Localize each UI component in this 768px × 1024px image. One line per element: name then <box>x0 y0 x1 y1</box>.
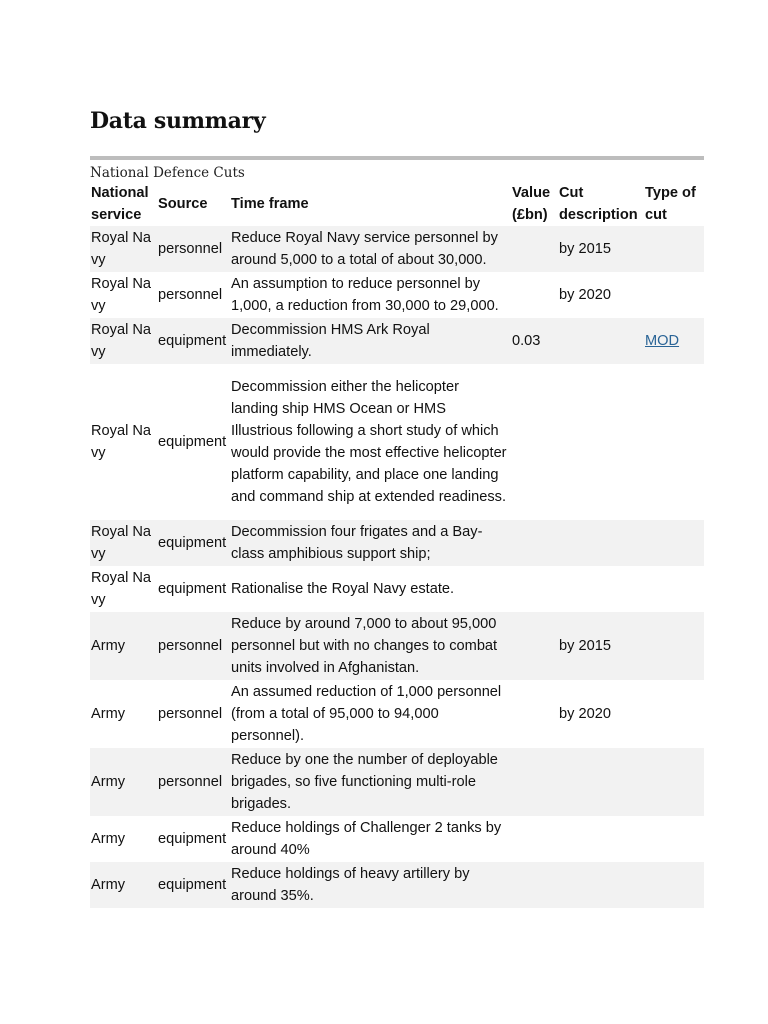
cell-national-service: Royal Navy <box>91 570 152 608</box>
table-row <box>90 862 704 908</box>
cell-type-of-cut <box>644 566 704 612</box>
column-header-time-frame: Time frame <box>231 196 309 212</box>
cell-time-frame: Decommission HMS Ark Royal immediately. <box>231 322 430 360</box>
cell-national-service: Royal Navy <box>91 276 152 314</box>
cell-national-service: Army <box>91 877 126 893</box>
cell-type-of-cut <box>644 612 704 680</box>
cell-time-frame: An assumption to reduce personnel by 1,000, a reduction from 30,000 to 29,000. <box>231 276 499 314</box>
data-table-container <box>90 156 704 908</box>
cell-cut-description: by 2015 <box>559 241 611 257</box>
table-row <box>90 748 704 816</box>
page-title: Data summary <box>90 108 266 134</box>
cell-cut-description <box>558 862 644 908</box>
table-caption: National Defence Cuts <box>90 165 245 181</box>
cell-national-service: Royal Navy <box>91 230 152 268</box>
cell-national-service: Army <box>91 638 126 654</box>
cell-time-frame: Reduce Royal Navy service personnel by around 5,000 to a total of about 30,000. <box>231 230 498 268</box>
cell-time-frame: Decommission either the helicopter landing ship HMS Ocean or HMS Illustrious following a short study of which would provide the most effective helicopter platform capability, and place one landing and command ship at extended readiness. <box>231 379 507 505</box>
cell-value <box>511 612 558 680</box>
cell-type-of-cut <box>644 816 704 862</box>
cell-source: personnel <box>158 287 223 303</box>
table-row <box>90 816 704 862</box>
table-header-row <box>90 182 704 226</box>
cell-value <box>511 364 558 520</box>
cell-time-frame: Reduce holdings of Challenger 2 tanks by around 40% <box>231 820 502 858</box>
cell-value <box>511 226 558 272</box>
cell-source: equipment <box>158 831 227 847</box>
table-row <box>90 364 704 520</box>
cell-time-frame: An assumed reduction of 1,000 personnel (from a total of 95,000 to 94,000 personnel). <box>231 684 502 744</box>
table-row <box>90 226 704 272</box>
table-body <box>90 226 704 908</box>
cell-time-frame: Decommission four frigates and a Bay-class amphibious support ship; <box>231 524 483 562</box>
cell-value <box>511 680 558 748</box>
cell-national-service: Royal Navy <box>91 423 152 461</box>
column-header-type-of-cut: Type of cut <box>645 185 696 223</box>
table-row <box>90 680 704 748</box>
cell-value <box>511 520 558 566</box>
cell-source: equipment <box>158 434 227 450</box>
cell-time-frame: Reduce holdings of heavy artillery by around 35%. <box>231 866 470 904</box>
cell-cut-description <box>558 520 644 566</box>
cell-national-service: Army <box>91 831 126 847</box>
cell-type-of-cut <box>644 318 704 364</box>
table-row <box>90 520 704 566</box>
column-header-value: Value (£bn) <box>512 185 551 223</box>
cell-cut-description <box>558 566 644 612</box>
cell-time-frame: Rationalise the Royal Navy estate. <box>231 581 455 597</box>
cell-cut-description: by 2015 <box>559 638 611 654</box>
cell-source: equipment <box>158 535 227 551</box>
cell-type-of-cut <box>644 748 704 816</box>
cell-cut-description <box>558 364 644 520</box>
table-row <box>90 566 704 612</box>
cell-time-frame: Reduce by around 7,000 to about 95,000 personnel but with no changes to combat units involved in Afghanistan. <box>231 616 498 676</box>
cell-time-frame: Reduce by one the number of deployable brigades, so five functioning multi-role brigades. <box>231 752 498 812</box>
cell-national-service: Army <box>91 774 126 790</box>
table-row <box>90 272 704 318</box>
cell-value <box>511 862 558 908</box>
cell-type-of-cut <box>644 680 704 748</box>
cell-source: personnel <box>158 774 223 790</box>
cell-national-service: Royal Navy <box>91 524 152 562</box>
column-header-national-service: National service <box>91 185 149 223</box>
cell-source: equipment <box>158 333 227 349</box>
cell-source: equipment <box>158 877 227 893</box>
cell-source: personnel <box>158 638 223 654</box>
cell-value <box>511 748 558 816</box>
cell-national-service: Royal Navy <box>91 322 152 360</box>
cell-type-of-cut <box>644 226 704 272</box>
cell-cut-description <box>558 748 644 816</box>
cell-cut-description <box>558 318 644 364</box>
cell-type-of-cut <box>644 520 704 566</box>
column-header-source: Source <box>158 196 208 212</box>
cell-type-of-cut <box>644 364 704 520</box>
cell-value <box>511 272 558 318</box>
cell-value: 0.03 <box>512 333 541 349</box>
cell-type-of-cut <box>644 272 704 318</box>
cell-national-service: Army <box>91 706 126 722</box>
cell-cut-description <box>558 816 644 862</box>
table-row <box>90 612 704 680</box>
source-link[interactable]: MOD <box>645 333 680 349</box>
cell-value <box>511 816 558 862</box>
defence-cuts-table <box>90 182 704 908</box>
cell-source: personnel <box>158 706 223 722</box>
table-row <box>90 318 704 364</box>
column-header-cut-description: Cut description <box>559 185 638 223</box>
cell-value <box>511 566 558 612</box>
cell-source: personnel <box>158 241 223 257</box>
cell-source: equipment <box>158 581 227 597</box>
cell-cut-description: by 2020 <box>559 287 611 303</box>
cell-cut-description: by 2020 <box>559 706 611 722</box>
cell-type-of-cut <box>644 862 704 908</box>
